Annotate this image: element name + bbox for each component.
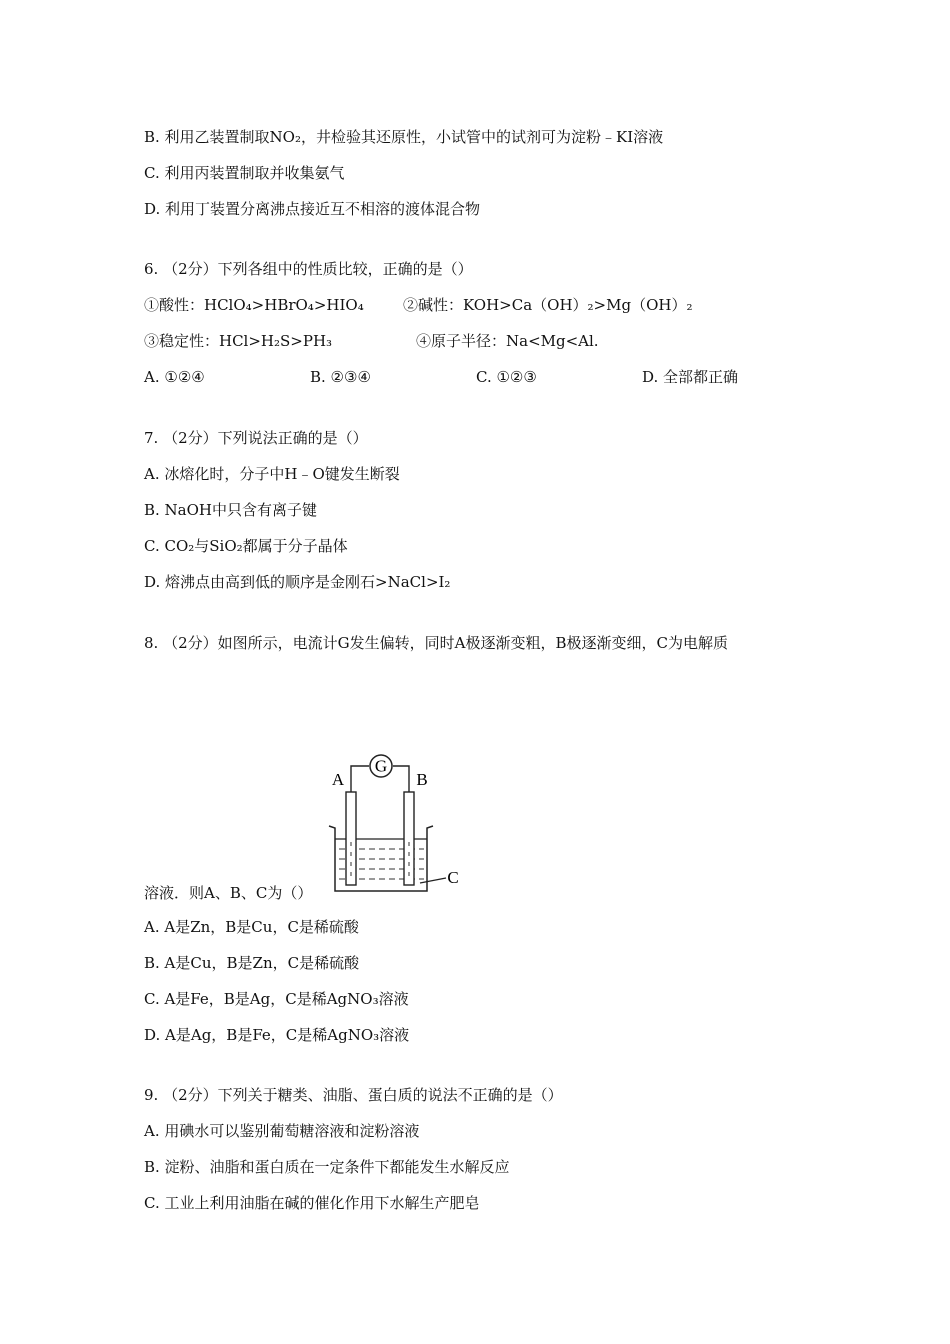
q6-item-2: ②碱性：KOH>Ca（OH）₂>Mg（OH）₂: [403, 296, 693, 314]
electrode-a: [346, 792, 356, 885]
q8-stem: 8. （2分）如图所示，电流计G发生偏转，同时A极逐渐变粗，B极逐渐变细，C为电解质: [144, 634, 728, 652]
q8-option-a: A. A是Zn，B是Cu，C是稀硫酸: [144, 918, 359, 936]
q5-option-b: B. 利用乙装置制取NO₂，井检验其还原性，小试管中的试剂可为淀粉﹣KI溶液: [144, 128, 664, 146]
q6-item-1: ①酸性：HClO₄>HBrO₄>HIO₄: [144, 296, 364, 314]
q7-option-a: A. 冰熔化时，分子中H﹣O键发生断裂: [144, 465, 400, 483]
q8-option-d: D. A是Ag，B是Fe，C是稀AgNO₃溶液: [144, 1026, 410, 1044]
q6-item-4: ④原子半径：Na<Mg<Al.: [416, 332, 599, 350]
q6-stem: 6. （2分）下列各组中的性质比较，正确的是（）: [144, 260, 473, 278]
galvanic-cell-diagram: [322, 752, 472, 894]
label-a: A: [331, 770, 345, 789]
q9-stem: 9. （2分）下列关于糖类、油脂、蛋白质的说法不正确的是（）: [144, 1086, 563, 1104]
q8-option-b: B. A是Cu，B是Zn，C是稀硫酸: [144, 954, 360, 972]
q6-option-b: B. ②③④: [310, 368, 371, 386]
label-c: C: [447, 868, 459, 887]
q7-option-c: C. CO₂与SiO₂都属于分子晶体: [144, 537, 348, 555]
label-b: B: [416, 770, 428, 789]
q7-option-b: B. NaOH中只含有离子键: [144, 501, 318, 519]
q9-option-a: A. 用碘水可以鉴别葡萄糖溶液和淀粉溶液: [144, 1122, 420, 1140]
electrode-b: [404, 792, 414, 885]
q7-stem: 7. （2分）下列说法正确的是（）: [144, 429, 368, 447]
q8-stem-continued: 溶液．则A、B、C为（）: [144, 884, 313, 902]
wire-left: [351, 766, 369, 792]
q6-item-3: ③稳定性：HCl>H₂S>PH₃: [144, 332, 333, 350]
wire-right: [393, 766, 409, 792]
q8-option-c: C. A是Fe，B是Ag，C是稀AgNO₃溶液: [144, 990, 409, 1008]
q6-option-c: C. ①②③: [476, 368, 537, 386]
q9-option-c: C. 工业上利用油脂在碱的催化作用下水解生产肥皂: [144, 1194, 480, 1212]
q5-option-d: D. 利用丁装置分离沸点接近互不相溶的渡体混合物: [144, 200, 481, 218]
label-g: G: [374, 756, 388, 776]
q6-option-a: A. ①②④: [144, 368, 205, 386]
q6-option-d: D. 全部都正确: [642, 368, 739, 386]
q5-option-c: C. 利用丙装置制取并收集氨气: [144, 164, 345, 182]
q9-option-b: B. 淀粉、油脂和蛋白质在一定条件下都能发生水解反应: [144, 1158, 510, 1176]
q7-option-d: D. 熔沸点由高到低的顺序是金刚石>NaCl>I₂: [144, 573, 451, 591]
